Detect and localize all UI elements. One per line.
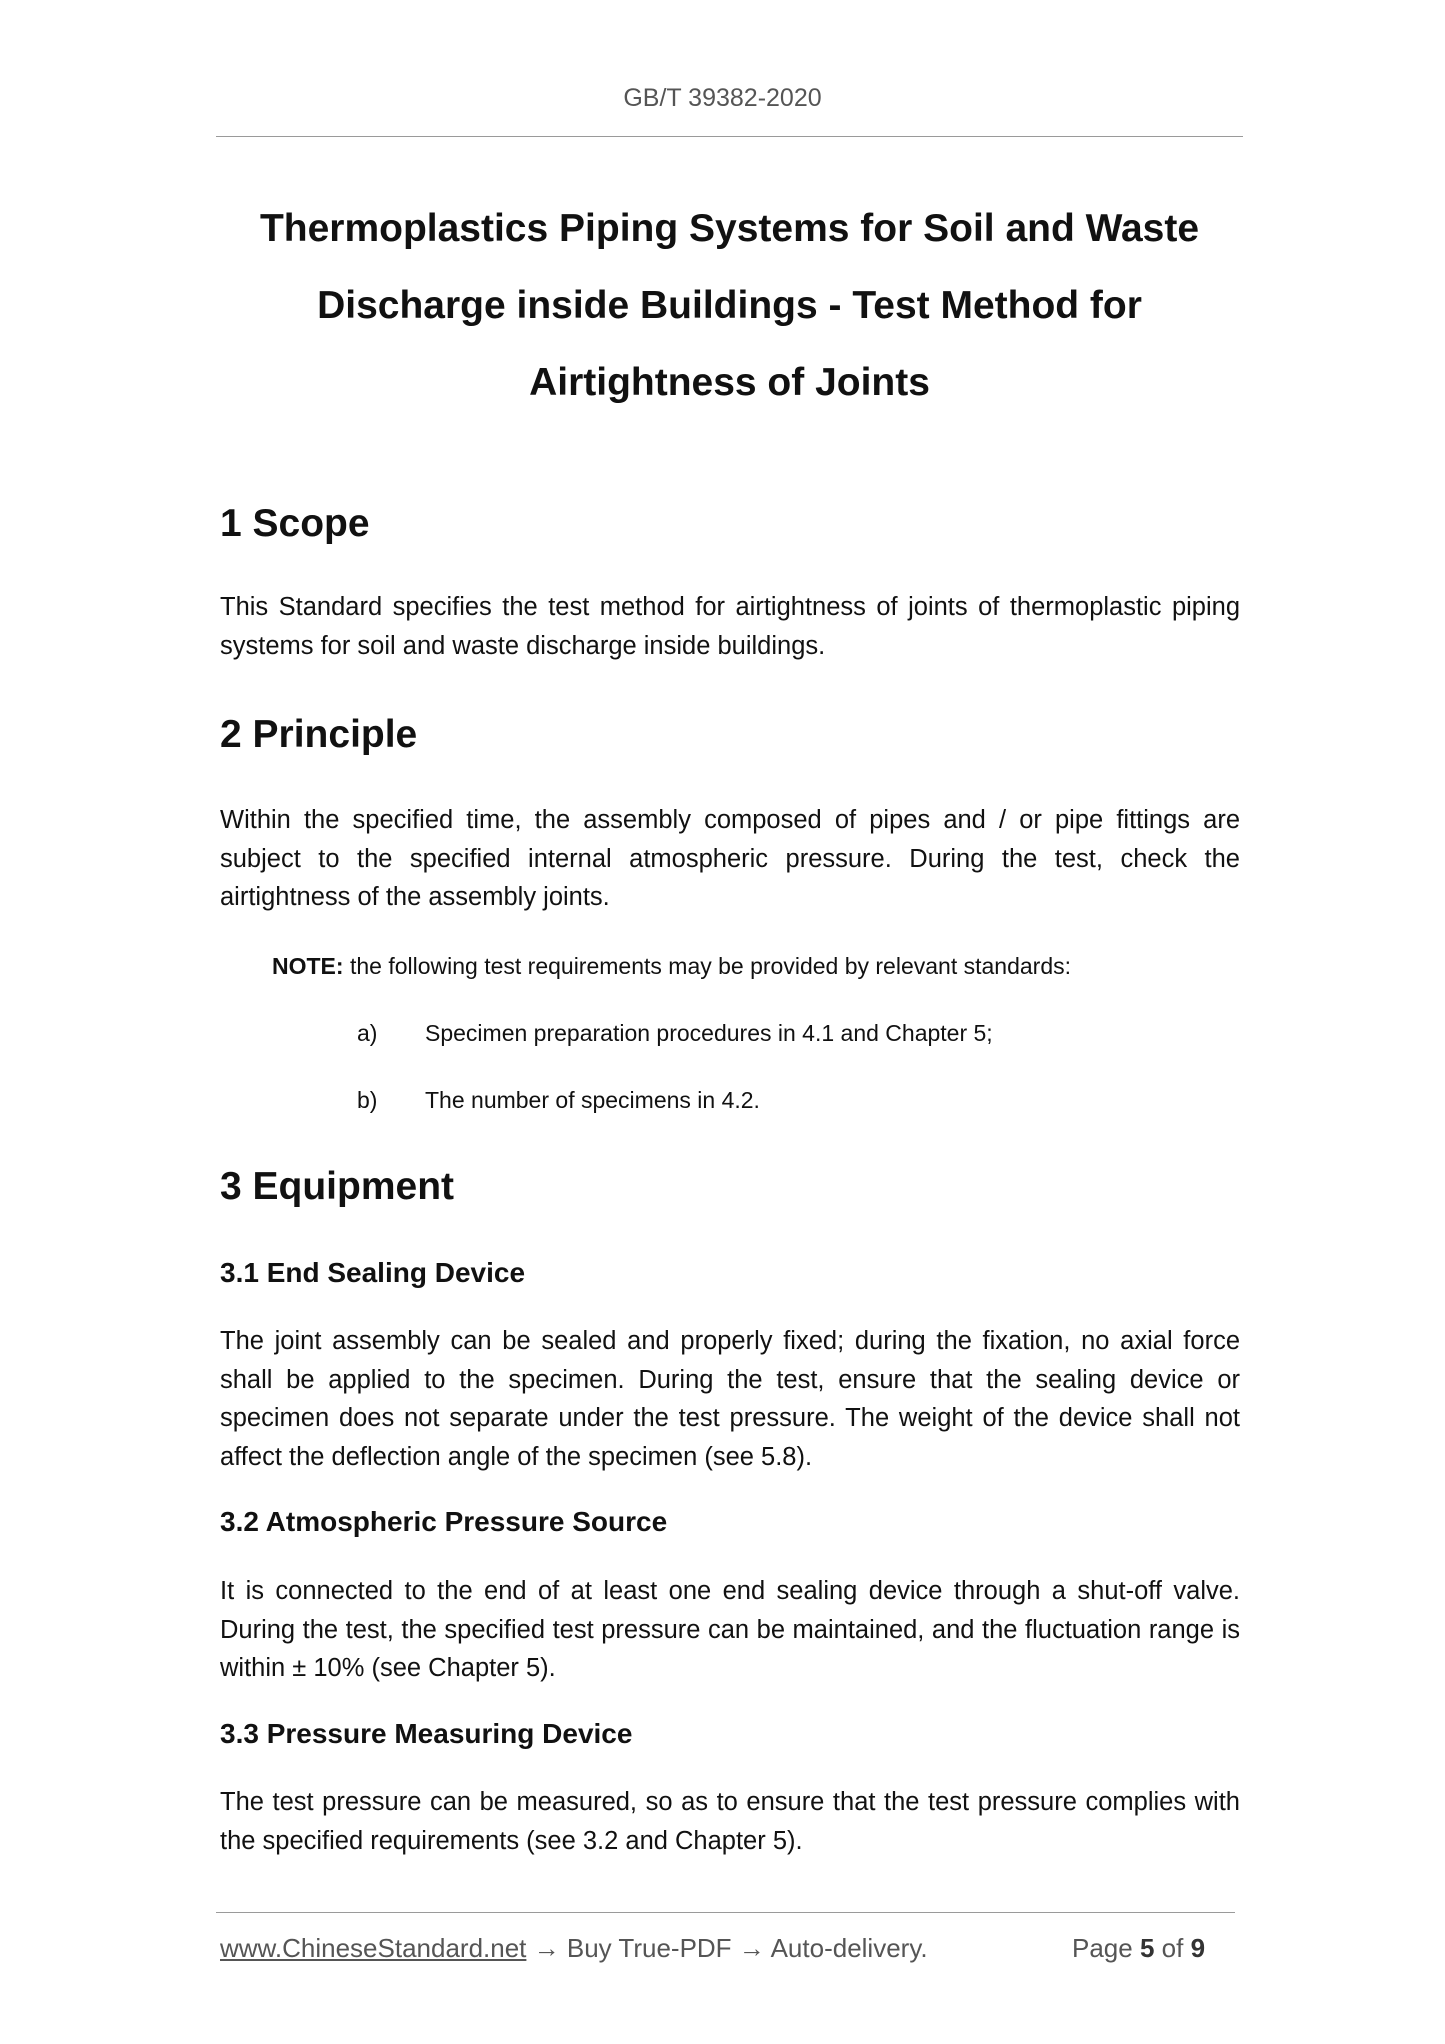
footer-divider xyxy=(216,1912,1235,1913)
pressure-measuring-paragraph: The test pressure can be measured, so as to ensure that the test pressure complies with the specified requirements (see 3.2 and Chapter 5). xyxy=(220,1788,1240,1855)
subsection-heading-3-1: 3.1 End Sealing Device xyxy=(220,1257,526,1288)
list-item xyxy=(357,1020,993,1047)
delivery-text: Auto-delivery. xyxy=(770,1933,928,1963)
list-item-text: The number of specimens in 4.2. xyxy=(425,1087,760,1113)
page-label: Page xyxy=(1072,1933,1133,1963)
end-sealing-paragraph: The joint assembly can be sealed and properly fixed; during the fixation, no axial force shall be applied to the specimen. During the test, ensure that the sealing device or specimen does not separate under the test pressure. The weight of the device shall not affect the deflection angle of the specimen (see 5.8). xyxy=(220,1327,1240,1471)
buy-text: Buy True-PDF xyxy=(566,1933,732,1963)
running-header: GB/T 39382-2020 xyxy=(623,84,822,112)
arrow-icon: → xyxy=(731,1933,771,1963)
section-heading-principle: 2 Principle xyxy=(220,713,418,756)
page-of: of xyxy=(1161,1933,1184,1963)
page-current: 5 xyxy=(1139,1933,1155,1963)
pressure-source-paragraph: It is connected to the end of at least one end sealing device through a shut-off valve. During the test, the specified test pressure can be maintained, and the fluctuation range is within ± 10% (see Chapter 5). xyxy=(220,1577,1240,1682)
list-marker: a) xyxy=(357,1020,378,1046)
subsection-heading-3-3: 3.3 Pressure Measuring Device xyxy=(220,1718,633,1749)
principle-note xyxy=(272,953,1071,980)
subsection-heading-3-2: 3.2 Atmospheric Pressure Source xyxy=(220,1506,668,1537)
note-text: the following test requirements may be provided by relevant standards: xyxy=(343,953,1072,979)
list-marker: b) xyxy=(357,1087,378,1113)
page-total: 9 xyxy=(1190,1933,1206,1963)
title-line: Airtightness of Joints xyxy=(529,361,930,404)
title-line: Discharge inside Buildings - Test Method for xyxy=(317,284,1142,327)
section-heading-scope: 1 Scope xyxy=(220,502,370,545)
header-divider xyxy=(216,136,1243,137)
title-line: Thermoplastics Piping Systems for Soil and Waste xyxy=(259,207,1200,250)
document-title xyxy=(216,190,1243,421)
arrow-icon: → xyxy=(526,1933,567,1963)
principle-paragraph: Within the specified time, the assembly composed of pipes and / or pipe fittings are subject to the specified internal atmospheric pressure. During the test, check the airtightness of the assembly joints. xyxy=(220,806,1240,911)
footer-promo xyxy=(220,1933,928,1964)
site-link[interactable]: www.ChineseStandard.net xyxy=(220,1933,527,1963)
page-indicator xyxy=(1072,1933,1205,1964)
list-item-text: Specimen preparation procedures in 4.1 and Chapter 5; xyxy=(425,1020,993,1046)
note-label: NOTE: xyxy=(272,953,344,979)
list-item xyxy=(357,1087,760,1114)
scope-paragraph: This Standard specifies the test method for airtightness of joints of thermoplastic piping systems for soil and waste discharge inside buildings. xyxy=(220,593,1240,660)
section-heading-equipment: 3 Equipment xyxy=(220,1165,455,1208)
